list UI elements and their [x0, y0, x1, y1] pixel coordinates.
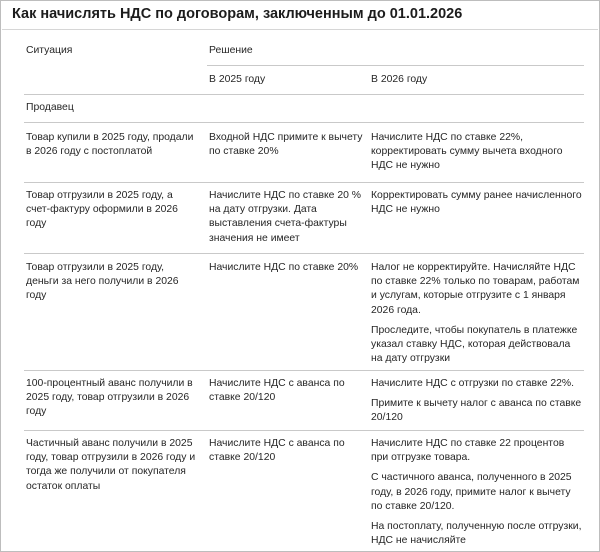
table-row-situation: Товар отгрузили в 2025 году, деньги за него получили в 2026 году — [26, 262, 179, 302]
table-row-2026-paragraph: Проследите, чтобы покупатель в платежке указал ставку НДС, которая действовала на дату отгрузки — [371, 324, 578, 365]
table-row-2025: Входной НДС примите к вычету по ставке 20% — [209, 132, 363, 158]
row-divider — [24, 94, 584, 95]
table-row-2026-paragraph: Начислите НДС по ставке 22%, корректировать сумму вычета входного НДС не нужно — [371, 132, 563, 172]
row-divider — [24, 430, 584, 431]
row-divider — [24, 370, 584, 371]
table-row-2026-paragraph: Корректировать сумму ранее начисленного НДС не нужно — [371, 190, 582, 216]
table-row-2025: Начислите НДС по ставке 20 % на дату отгрузки. Дата выставления счета-фактуры значения не имеет — [209, 190, 362, 244]
table-row-2026-paragraph: На постоплату, полученную после отгрузки, НДС не начисляйте — [371, 521, 582, 547]
table-row-situation: Товар купили в 2025 году, продали в 2026 году с постоплатой — [26, 132, 194, 158]
table-row-2026 — [371, 377, 583, 426]
row-divider — [24, 122, 584, 123]
header-situation: Ситуация — [26, 45, 73, 56]
table-row-situation: Товар отгрузили в 2025 году, а счет-фактуру оформили в 2026 году — [26, 190, 178, 230]
table-row-2026 — [371, 437, 583, 548]
table-row-2026 — [371, 131, 583, 174]
table-row-2026-paragraph: Налог не корректируйте. Начисляйте НДС по ставке 22% только по товарам, работам и услугам, которые отгрузите с 1 января 2026 года. — [371, 262, 580, 316]
table-row-2026 — [371, 189, 583, 217]
table-row-2026-paragraph: Примите к вычету налог с аванса по ставке 20/120 — [371, 398, 582, 424]
table-row-2026 — [371, 261, 583, 366]
table-row-2026-paragraph: С частичного аванса, полученного в 2025 году, в 2026 году, примите налог к вычету по ставке 20/120. — [371, 472, 572, 512]
header-decision: Решение — [209, 45, 253, 56]
table-row-2025: Начислите НДС по ставке 20% — [209, 262, 359, 273]
row-divider — [24, 182, 584, 183]
table-row-situation: 100-процентный аванс получили в 2025 году, товар отгрузили в 2026 году — [26, 378, 193, 418]
table-row-situation: Частичный аванс получили в 2025 году, товар отгрузили в 2026 году и тогда же получили от покупателя остаток оплаты — [26, 438, 196, 492]
section-label-seller: Продавец — [26, 102, 74, 113]
table-row-2026-paragraph: Начислите НДС по ставке 22 процентов при отгрузке товара. — [371, 438, 565, 464]
row-divider — [24, 253, 584, 254]
header-2025: В 2025 году — [209, 74, 266, 85]
document-title: Как начислять НДС по договорам, заключенным до 01.01.2026 — [12, 6, 463, 22]
header-2026: В 2026 году — [371, 74, 428, 85]
table-row-2025: Начислите НДС с аванса по ставке 20/120 — [209, 378, 345, 404]
table-row-2025: Начислите НДС с аванса по ставке 20/120 — [209, 438, 345, 464]
header-divider — [207, 65, 584, 66]
title-divider — [2, 29, 598, 30]
table-row-2026-paragraph: Начислите НДС с отгрузки по ставке 22%. — [371, 378, 575, 389]
